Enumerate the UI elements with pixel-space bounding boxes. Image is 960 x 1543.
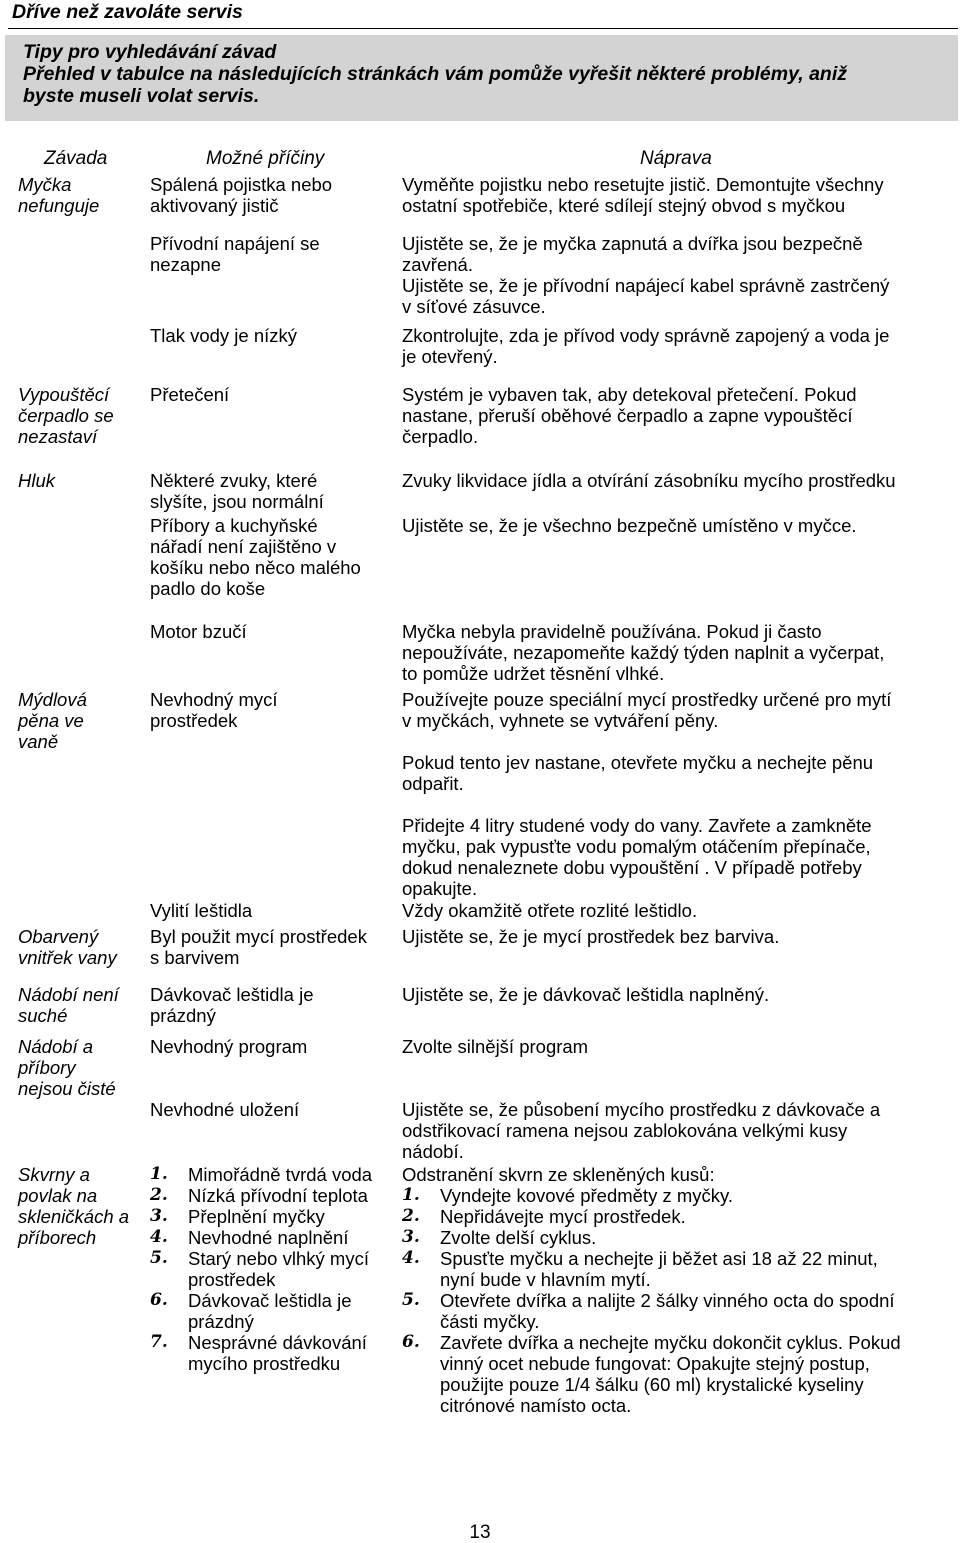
remedy-text: Zkontrolujte, zda je přívod vody správně zapojený a voda je [402,325,890,346]
fault-label: Mýdlová [18,689,87,710]
remedy-step: citrónové namísto octa. [440,1395,632,1416]
cause-text: košíku nebo něco malého [150,557,361,578]
remedy-text: Zvolte silnější program [402,1036,589,1057]
cause-text: Nevhodný mycí [150,689,278,710]
tips-heading: Tipy pro vyhledávání závad [23,41,277,63]
list-number: 6. [150,1290,168,1310]
cause-text: s barvivem [150,947,240,968]
title-underline [8,28,958,29]
remedy-step: Otevřete dvířka a nalijte 2 šálky vinného octa do spodní [440,1290,895,1311]
remedy-step: Spusťte myčku a nechejte ji běžet asi 18 až 22 minut, [440,1248,878,1269]
remedy-step: nyní bude v hlavním mytí. [440,1269,651,1290]
remedy-step: Zavřete dvířka a nechejte myčku dokončit cyklus. Pokud [440,1332,901,1353]
remedy-text: je otevřený. [402,346,498,367]
page-number: 13 [469,1522,491,1543]
fault-label: suché [18,1005,68,1026]
list-number: 3. [402,1227,420,1247]
remedy-text: odstřikovací ramena nejsou zablokována velkými kusy [402,1120,848,1141]
fault-label: vnitřek vany [18,947,117,968]
cause-list-item: prázdný [188,1311,254,1332]
fault-label: Myčka [18,174,72,195]
fault-label: Obarvený [18,926,99,947]
remedy-text: Vždy okamžitě otřete rozlité leštidlo. [402,900,698,921]
cause-list-item: mycího prostředku [188,1353,341,1374]
fault-label: skleničkách a [18,1206,130,1227]
cause-list-item: Mimořádně tvrdá voda [188,1164,373,1185]
list-number: 4. [150,1227,168,1247]
fault-label: nefunguje [18,195,100,216]
tips-box [5,35,958,121]
remedy-step: části myčky. [440,1311,540,1332]
remedy-text: Používejte pouze speciální mycí prostředky určené pro mytí [402,689,892,710]
remedy-step: vinný ocet nebude fungovat: Opakujte stejný postup, [440,1353,870,1374]
fault-label: pěna ve [18,710,84,731]
cause-text: nezapne [150,254,221,275]
fault-label: Vypouštěcí [18,384,110,405]
list-number: 5. [150,1248,168,1268]
cause-list-item: Nevhodné naplnění [188,1227,349,1248]
fault-label: čerpadlo se [18,405,114,426]
remedy-step: použijte pouze 1/4 šálku (60 ml) krystalické kyseliny [440,1374,864,1395]
cause-text: Nevhodný program [150,1036,308,1057]
remedy-text: Pokud tento jev nastane, otevřete myčku a nechejte pěnu [402,752,874,773]
cause-text: Příbory a kuchyňské [150,515,318,536]
tips-text-line: byste museli volat servis. [23,85,260,107]
fault-label: Skvrny a [18,1164,90,1185]
cause-text: Byl použit mycí prostředek [150,926,367,947]
cause-text: Některé zvuky, které [150,470,318,491]
remedy-text: Myčka nebyla pravidelně používána. Pokud ji často [402,621,822,642]
remedy-text: Ujistěte se, že je myčka zapnutá a dvířka jsou bezpečně [402,233,863,254]
cause-text: padlo do koše [150,578,266,599]
cause-text: Motor bzučí [150,621,247,642]
remedy-text: myčku, pak vypusťte vodu pomalým otáčením přepínače, [402,836,871,857]
remedy-text: Přidejte 4 litry studené vody do vany. Zavřete a zamkněte [402,815,872,836]
remedy-text: nastane, přeruší oběhové čerpadlo a zapne vypouštěcí [402,405,853,426]
remedy-step: Vyndejte kovové předměty z myčky. [440,1185,734,1206]
cause-text: Vylití leštidla [150,900,253,921]
cause-text: prázdný [150,1005,216,1026]
header-fault: Závada [44,148,108,169]
remedy-text: to pomůže udržet těsnění vlhké. [402,663,665,684]
list-number: 7. [150,1332,168,1352]
cause-list-item: prostředek [188,1269,276,1290]
remedy-step: Zvolte delší cyklus. [440,1227,597,1248]
tips-text-line: Přehled v tabulce na následujících stránkách vám pomůže vyřešit některé problémy, aniž [23,63,847,85]
fault-label: Nádobí není [18,984,119,1005]
remedy-text: Ujistěte se, že je mycí prostředek bez barviva. [402,926,780,947]
cause-list-item: Dávkovač leštidla je [188,1290,352,1311]
list-number: 1. [150,1164,168,1184]
list-number: 2. [402,1206,420,1226]
fault-label: nejsou čisté [18,1078,116,1099]
fault-label: příborech [18,1227,97,1248]
remedy-text: Systém je vybaven tak, aby detekoval přetečení. Pokud [402,384,857,405]
fault-label: Hluk [18,470,56,491]
remedy-text: v síťové zásuvce. [402,296,546,317]
list-number: 2. [150,1185,168,1205]
cause-text: Dávkovač leštidla je [150,984,314,1005]
fault-label: vaně [18,731,59,752]
remedy-text: Vyměňte pojistku nebo resetujte jistič. Demontujte všechny [402,174,884,195]
fault-label: Nádobí a [18,1036,94,1057]
list-number: 5. [402,1290,420,1310]
cause-text: slyšíte, jsou normální [150,491,324,512]
remedy-text: opakujte. [402,878,478,899]
cause-text: prostředek [150,710,238,731]
remedy-text: Ujistěte se, že je přívodní napájecí kabel správně zastrčený [402,275,890,296]
remedy-text: ostatní spotřebiče, které sdílejí stejný obvod s myčkou [402,195,846,216]
cause-list-item: Nízká přívodní teplota [188,1185,368,1206]
remedy-text: nepoužíváte, nezapomeňte každý týden naplnit a vyčerpat, [402,642,885,663]
list-number: 3. [150,1206,168,1226]
page-title: Dříve než zavoláte servis [12,1,243,23]
cause-list-item: Přeplnění myčky [188,1206,325,1227]
remedy-intro: Odstranění skvrn ze skleněných kusů: [402,1164,715,1185]
cause-text: Tlak vody je nízký [150,325,298,346]
remedy-text: zavřená. [402,254,473,275]
fault-label: nezastaví [18,426,98,447]
cause-text: Přetečení [150,384,230,405]
cause-text: Spálená pojistka nebo [150,174,333,195]
header-remedy: Náprava [640,148,712,169]
cause-list-item: Nesprávné dávkování [188,1332,367,1353]
cause-list-item: Starý nebo vlhký mycí [188,1248,369,1269]
list-number: 1. [402,1185,420,1205]
remedy-text: Zvuky likvidace jídla a otvírání zásobníku mycího prostředku [402,470,896,491]
remedy-step: Nepřidávejte mycí prostředek. [440,1206,686,1227]
remedy-text: čerpadlo. [402,426,479,447]
list-number: 6. [402,1332,420,1352]
fault-label: povlak na [18,1185,98,1206]
header-causes: Možné příčiny [206,148,325,169]
cause-text: nářadí není zajištěno v [150,536,337,557]
remedy-text: v myčkách, vyhnete se vytváření pěny. [402,710,719,731]
fault-label: příbory [18,1057,76,1078]
remedy-text: Ujistěte se, že působení mycího prostředku z dávkovače a [402,1099,881,1120]
cause-text: aktivovaný jistič [150,195,279,216]
remedy-text: Ujistěte se, že je dávkovač leštidla naplněný. [402,984,770,1005]
cause-text: Přívodní napájení se [150,233,320,254]
remedy-text: Ujistěte se, že je všechno bezpečně umístěno v myčce. [402,515,857,536]
list-number: 4. [402,1248,420,1268]
remedy-text: dokud nenaleznete dobu vypouštění . V případě potřeby [402,857,862,878]
cause-text: Nevhodné uložení [150,1099,300,1120]
remedy-text: odpařit. [402,773,464,794]
remedy-text: nádobí. [402,1141,464,1162]
